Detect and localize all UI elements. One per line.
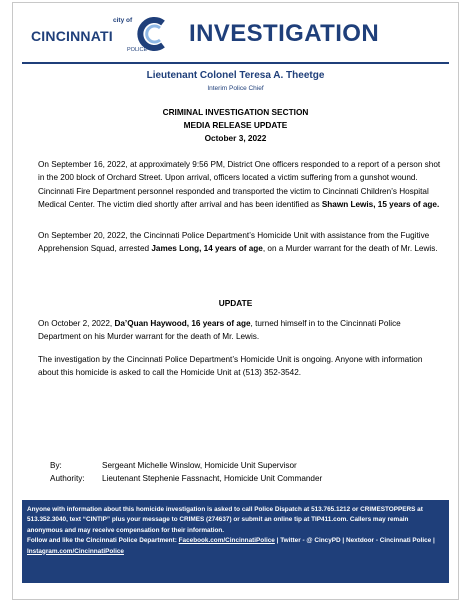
- by-value: Sergeant Michelle Winslow, Homicide Unit Supervisor: [102, 461, 297, 470]
- header: [13, 3, 458, 61]
- follow-text: Follow and like the Cincinnati Police Department:: [27, 537, 179, 545]
- tip-text: Anyone with information about this homicide investigation is asked to call Police Dispatch at 513.765.1212 or CRIMESTOPPERS at 513.352.3040, text “CINTIP” plus your message to CRIMES (274637) or submit an online tip at TIP411.com. Callers may remain anonymous and may receive compensation for their information.: [27, 506, 423, 534]
- release-type: MEDIA RELEASE UPDATE: [183, 120, 288, 130]
- arrest-text-post: , on a Murder warrant for the death of Mr. Lewis.: [262, 244, 438, 254]
- arrest-text-pre: On September 20, 2022, the Cincinnati Police Department’s Homicide Unit with assistance from the Fugitive Apprehension Squad, arrested: [38, 231, 430, 254]
- update-heading: UPDATE: [218, 298, 253, 308]
- by-label: By:: [50, 461, 62, 470]
- paragraph-ongoing: [38, 353, 443, 380]
- chief-role: Interim Police Chief: [207, 85, 264, 92]
- page-title: INVESTIGATION: [189, 20, 380, 47]
- instagram-link[interactable]: Instagram.com/CincinnatiPolice: [27, 547, 124, 555]
- follow-line: [27, 536, 444, 557]
- tip-footer: [22, 500, 449, 583]
- paragraph-incident: [38, 158, 443, 212]
- header-divider: [22, 62, 449, 64]
- update-text-pre: On October 2, 2022,: [38, 319, 115, 328]
- social-text: | Twitter - @ CincyPD | Nextdoor - Cincinnati Police |: [274, 537, 435, 545]
- logo-unit: POLICE: [127, 47, 148, 53]
- paragraph-arrest: [38, 229, 443, 256]
- facebook-link[interactable]: Facebook.com/CincinnatiPolice: [178, 537, 275, 545]
- update-text-post: , turned himself in to the Cincinnati Police Department on his Murder warrant for the death of Mr. Lewis.: [38, 319, 401, 342]
- release-date: October 3, 2022: [204, 133, 267, 143]
- signature-by: [50, 460, 297, 473]
- authority-label: Authority:: [50, 474, 85, 483]
- arrestee-name: James Long, 14 years of age: [151, 244, 263, 254]
- authority-value: Lieutenant Stephenie Fassnacht, Homicide Unit Commander: [102, 474, 323, 483]
- signature-authority: [50, 473, 322, 486]
- victim-name: Shawn Lewis, 15 years of age.: [321, 200, 440, 210]
- logo-city-name: CINCINNATI: [31, 28, 113, 44]
- section-heading: CRIMINAL INVESTIGATION SECTION: [162, 107, 309, 117]
- ongoing-text: The investigation by the Cincinnati Police Department’s Homicide Unit is ongoing. Anyone with information about this homicide is asked to call the Homicide Unit at (513) 352-3542.: [38, 355, 423, 378]
- chief-name: Lieutenant Colonel Teresa A. Theetge: [146, 70, 325, 81]
- logo-city-of: city of: [113, 17, 133, 24]
- incident-text: On September 16, 2022, at approximately 9:56 PM, District One officers responded to a report of a person shot in the 200 block of Orchard Street. Upon arrival, officers located a victim suffering from a gunshot wound. Cincinnati Fire Department personnel responded and transported the victim to Cincinnati Children’s Hospital Medical Center. The victim died shortly after arrival and has been identified as: [38, 160, 441, 210]
- paragraph-update: [38, 317, 443, 344]
- suspect-name: Da’Quan Haywood, 16 years of age: [114, 319, 251, 328]
- press-release-page: [12, 2, 459, 600]
- c-emblem-icon: [135, 16, 169, 52]
- cincinnati-police-logo: [31, 13, 181, 57]
